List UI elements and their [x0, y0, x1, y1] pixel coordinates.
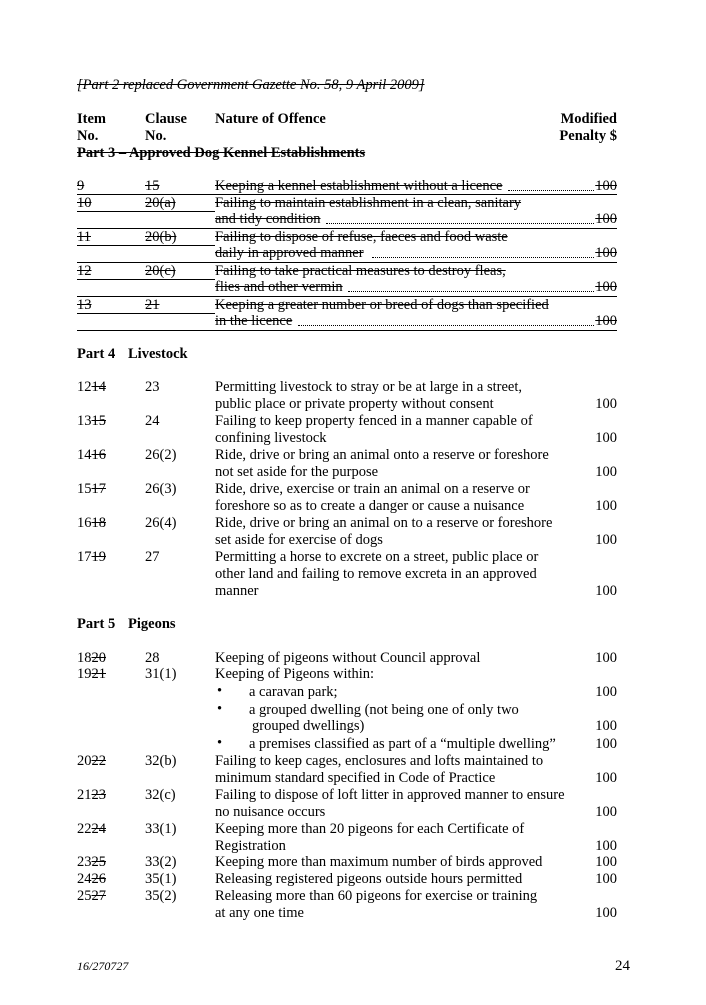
item-old: 19	[91, 549, 106, 565]
clause-number: 26(3)	[145, 481, 177, 497]
item-number	[77, 787, 106, 804]
offence-text-cont: set aside for exercise of dogs	[215, 532, 383, 548]
item-number	[77, 379, 106, 396]
item-number	[77, 871, 106, 888]
offence-text: Keeping more than 20 pigeons for each Certificate of	[215, 821, 525, 837]
item-number	[77, 821, 106, 838]
offence-text: Releasing more than 60 pigeons for exercise or training	[215, 888, 538, 904]
part5-title: Pigeons	[128, 616, 176, 632]
clause-number: 21	[145, 297, 160, 313]
item-old: 16	[91, 447, 106, 463]
item-new: 20	[77, 753, 92, 769]
offence-text-cont: minimum standard specified in Code of Practice	[215, 770, 496, 786]
item-number	[77, 447, 106, 464]
header-penalty-line1: Modified	[560, 111, 617, 127]
offence-text: Failing to dispose of refuse, faeces and food waste	[215, 229, 508, 245]
row-rule	[77, 245, 215, 246]
row-rule	[77, 279, 215, 280]
clause-number: 26(4)	[145, 515, 177, 531]
item-number	[77, 753, 106, 770]
offence-text: Keeping of Pigeons within:	[215, 666, 375, 682]
offence-text-cont: Registration	[215, 838, 286, 854]
bullet-text-cont: grouped dwellings)	[252, 718, 365, 734]
offence-text: Failing to dispose of loft litter in approved manner to ensure	[215, 787, 565, 803]
part5-label: Part 5	[77, 616, 116, 632]
item-old: 17	[91, 481, 106, 497]
item-new: 17	[77, 549, 92, 565]
header-item-line1: Item	[77, 111, 106, 127]
penalty: 100	[595, 532, 617, 548]
header-item-line2: No.	[77, 128, 99, 144]
offence-text: Keeping of pigeons without Council approval	[215, 650, 481, 666]
penalty: 100	[595, 498, 617, 514]
dot-leader	[326, 223, 594, 224]
offence-text: Releasing registered pigeons outside hours permitted	[215, 871, 523, 887]
penalty: 100	[595, 313, 617, 329]
offence-text: Ride, drive or bring an animal onto a reserve or foreshore	[215, 447, 549, 463]
item-new: 19	[77, 666, 92, 682]
offence-text-cont: and tidy condition	[215, 211, 321, 227]
clause-number: 32(c)	[145, 787, 176, 803]
offence-text-cont2: manner	[215, 583, 259, 599]
item-number	[77, 650, 106, 667]
offence-text: Keeping a kennel establishment without a licence	[215, 178, 503, 194]
item-number: 13	[77, 297, 92, 313]
penalty: 100	[595, 871, 617, 887]
penalty: 100	[595, 396, 617, 412]
item-new: 22	[77, 821, 92, 837]
header-clause-line1: Clause	[145, 111, 187, 127]
item-number: 10	[77, 195, 92, 211]
penalty: 100	[595, 718, 617, 734]
item-new: 18	[77, 650, 92, 666]
penalty: 100	[595, 770, 617, 786]
item-number: 9	[77, 178, 85, 194]
offence-text: Ride, drive, exercise or train an animal on a reserve or	[215, 481, 530, 497]
item-number	[77, 888, 106, 905]
penalty: 100	[595, 211, 617, 227]
clause-number: 15	[145, 178, 160, 194]
offence-text-cont: not set aside for the purpose	[215, 464, 379, 480]
item-old: 20	[91, 650, 106, 666]
clause-number: 20(c)	[145, 263, 176, 279]
row-rule	[77, 313, 215, 314]
item-new: 21	[77, 787, 92, 803]
offence-text-cont: public place or private property without consent	[215, 396, 494, 412]
penalty: 100	[595, 736, 617, 752]
row-rule	[77, 211, 215, 212]
clause-number: 20(a)	[145, 195, 176, 211]
dot-leader	[348, 291, 594, 292]
item-old: 14	[91, 379, 106, 395]
penalty: 100	[595, 245, 617, 261]
offence-text: Failing to keep cages, enclosures and lofts maintained to	[215, 753, 544, 769]
item-number: 12	[77, 263, 92, 279]
clause-number: 33(1)	[145, 821, 177, 837]
offence-text-cont: no nuisance occurs	[215, 804, 326, 820]
document-reference: 16/270727	[77, 959, 129, 973]
row-rule	[77, 330, 617, 331]
part4-title: Livestock	[128, 346, 188, 362]
penalty: 100	[595, 650, 617, 666]
item-old: 26	[91, 871, 106, 887]
offence-text-cont: confining livestock	[215, 430, 327, 446]
part3-title: Part 3 – Approved Dog Kennel Establishments	[77, 145, 366, 161]
clause-number: 35(1)	[145, 871, 177, 887]
item-number	[77, 413, 106, 430]
clause-number: 31(1)	[145, 666, 177, 682]
clause-number: 35(2)	[145, 888, 177, 904]
dot-leader	[372, 257, 594, 258]
item-new: 12	[77, 379, 92, 395]
penalty: 100	[595, 838, 617, 854]
header-nature: Nature of Offence	[215, 111, 326, 127]
offence-text: Keeping more than maximum number of birds approved	[215, 854, 543, 870]
offence-text-cont: in the licence	[215, 313, 293, 329]
offence-text-cont: foreshore so as to create a danger or cause a nuisance	[215, 498, 525, 514]
penalty: 100	[595, 804, 617, 820]
header-penalty-line2: Penalty $	[559, 128, 617, 144]
item-new: 23	[77, 854, 92, 870]
offence-text-cont: other land and failing to remove excreta in an approved	[215, 566, 537, 582]
bullet-text: a caravan park;	[249, 684, 338, 700]
clause-number: 28	[145, 650, 160, 666]
item-new: 25	[77, 888, 92, 904]
penalty: 100	[595, 178, 617, 194]
item-number	[77, 481, 106, 498]
clause-number: 20(b)	[145, 229, 177, 245]
offence-text: Failing to take practical measures to destroy fleas,	[215, 263, 506, 279]
item-number	[77, 549, 106, 566]
penalty: 100	[595, 430, 617, 446]
item-number	[77, 666, 106, 683]
item-new: 14	[77, 447, 92, 463]
penalty: 100	[595, 905, 617, 921]
offence-text: Permitting a horse to excrete on a street, public place or	[215, 549, 539, 565]
penalty: 100	[595, 854, 617, 870]
bullet-text: a grouped dwelling (not being one of only two	[249, 702, 519, 718]
offence-text-cont: flies and other vermin	[215, 279, 343, 295]
bullet-icon: •	[217, 735, 223, 751]
clause-number: 32(b)	[145, 753, 177, 769]
dot-leader	[298, 325, 594, 326]
clause-number: 24	[145, 413, 160, 429]
item-new: 16	[77, 515, 92, 531]
clause-number: 27	[145, 549, 160, 565]
offence-text: Failing to maintain establishment in a clean, sanitary	[215, 195, 522, 211]
item-old: 15	[91, 413, 106, 429]
offence-text-cont: at any one time	[215, 905, 304, 921]
clause-number: 23	[145, 379, 160, 395]
penalty: 100	[595, 583, 617, 599]
penalty: 100	[595, 464, 617, 480]
page-number: 24	[615, 958, 630, 974]
clause-number: 26(2)	[145, 447, 177, 463]
item-number	[77, 854, 106, 871]
item-old: 27	[91, 888, 106, 904]
item-new: 24	[77, 871, 92, 887]
item-old: 21	[91, 666, 106, 682]
gazette-note: [Part 2 replaced Government Gazette No. 58, 9 April 2009]	[77, 77, 425, 93]
header-clause-line2: No.	[145, 128, 167, 144]
offence-text: Permitting livestock to stray or be at large in a street,	[215, 379, 522, 395]
item-old: 23	[91, 787, 106, 803]
bullet-icon: •	[217, 701, 223, 717]
bullet-icon: •	[217, 683, 223, 699]
item-old: 18	[91, 515, 106, 531]
item-new: 15	[77, 481, 92, 497]
item-old: 24	[91, 821, 106, 837]
clause-number: 33(2)	[145, 854, 177, 870]
item-old: 25	[91, 854, 106, 870]
offence-text-cont: daily in approved manner	[215, 245, 364, 261]
offence-text: Failing to keep property fenced in a manner capable of	[215, 413, 533, 429]
item-new: 13	[77, 413, 92, 429]
part4-label: Part 4	[77, 346, 116, 362]
penalty: 100	[595, 684, 617, 700]
item-number	[77, 515, 106, 532]
penalty: 100	[595, 279, 617, 295]
offence-text: Keeping a greater number or breed of dogs than specified	[215, 297, 549, 313]
item-number: 11	[77, 229, 91, 245]
offence-text: Ride, drive or bring an animal on to a reserve or foreshore	[215, 515, 553, 531]
item-old: 22	[91, 753, 106, 769]
bullet-text: a premises classified as part of a “multiple dwelling”	[249, 736, 556, 752]
